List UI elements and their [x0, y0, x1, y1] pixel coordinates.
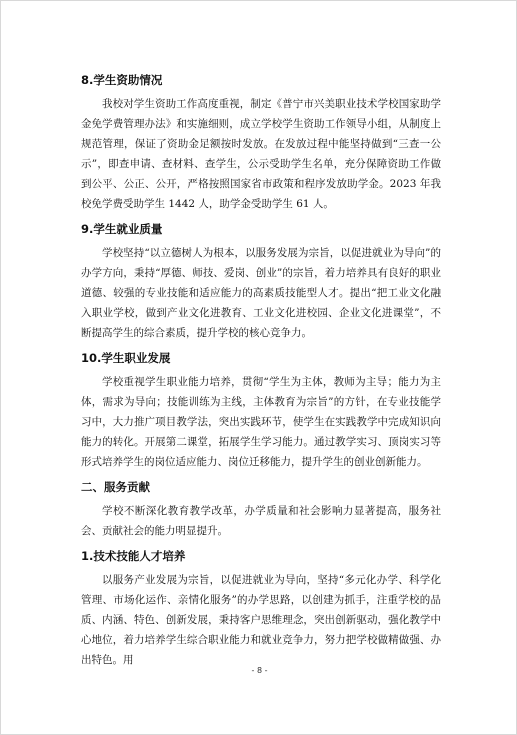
section-heading-employment-quality: 9.学生就业质量	[81, 222, 163, 236]
paragraph-career-development: 学校重视学生职业能力培养，贯彻“学生为主体，教师为主导；能力为主体，需求为导向；技能训练为主线，主体教育为宗旨”的方针，在专业技能学习中，大力推广项目教学法，突出实践环节，使学生在实践教学中完成知识向能力的转化。开展第二课堂，拓展学生学习能力。通过教学实习、顶岗实习等形式培养学生的岗位适应能力、岗位迁移能力，提升学生的创业创新能力。	[81, 376, 441, 468]
section-heading-career-development: 10.学生职业发展	[81, 351, 171, 365]
section-heading-talent-training: 1.技术技能人才培养	[81, 549, 186, 563]
paragraph-service-contribution: 学校不断深化教育教学改革，办学质量和社会影响力显著提高，服务社会、贡献社会的能力明显提升。	[81, 505, 441, 537]
paragraph-talent-training: 以服务产业发展为宗旨，以促进就业为导向，坚持“多元化办学、科学化管理、市场化运作、亲情化服务”的办学思路，以创建为抓手，注重学校的品质、内涵、特色、创新发展，秉持客户思维理念，突出创新驱动，强化教学中心地位，着力培养学生综合职业能力和就业竞争力，努力把学校做精做强、办出特色。用	[81, 574, 441, 666]
paragraph-student-aid: 我校对学生资助工作高度重视，制定《普宁市兴美职业技术学校国家助学金免学费管理办法》和实施细则，成立学校学生资助工作领导小组，从制度上规范管理，保证了资助金足额按时发放。在发放过程中能坚持做到“三查一公示”，即查申请、查材料、查学生，公示受助学生名单，充分保障资助工作做到公平、公正、公开，严格按照国家省市政策和程序发放助学金。2023 年我校免学费受助学生 1442 人，助学金受助学生 61 人。	[81, 98, 441, 210]
section-heading-student-aid: 8.学生资助情况	[81, 73, 163, 87]
paragraph-employment-quality: 学校坚持“以立德树人为根本，以服务发展为宗旨，以促进就业为导向”的办学方向，秉持“厚德、师技、爱岗、创业”的宗旨，着力培养具有良好的职业道德、较强的专业技能和适应能力的高素质技能型人才。提出“把工业文化融入职业学校，做到产业文化进教育、工业文化进校园、企业文化进课堂”，不断提高学生的综合素质，提升学校的核心竞争力。	[81, 247, 441, 339]
chapter-heading-service-contribution: 二、服务贡献	[81, 480, 150, 494]
page-number: - 8 -	[251, 666, 268, 675]
page-content	[81, 72, 441, 670]
